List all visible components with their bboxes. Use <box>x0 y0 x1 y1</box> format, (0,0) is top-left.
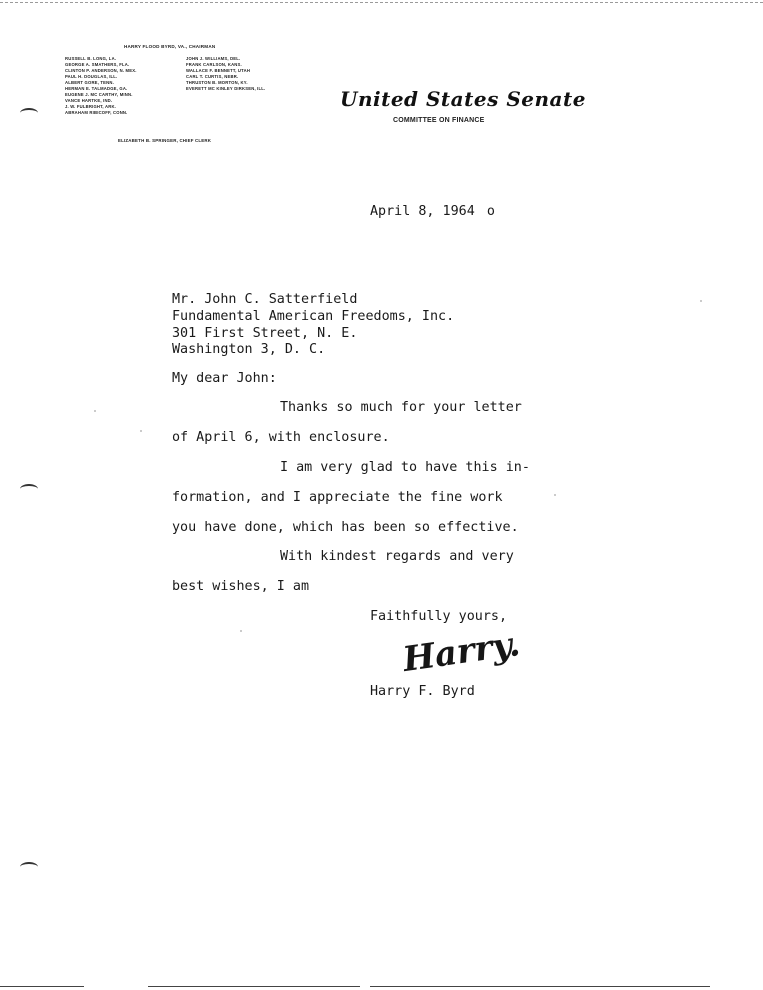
body-line: I am very glad to have this in- <box>280 460 530 475</box>
member-name: FRANK CARLSON, KANS. <box>186 62 242 67</box>
scan-speck <box>700 300 702 302</box>
letterhead-chairman: HARRY FLOOD BYRD, VA., CHAIRMAN <box>124 44 216 49</box>
member-name: GEORGE A. SMATHERS, FLA. <box>65 62 130 67</box>
address-line: Mr. John C. Satterfield <box>172 292 358 307</box>
member-name: WALLACE F. BENNETT, UTAH <box>186 68 251 73</box>
perforation-edge <box>0 2 763 3</box>
letterhead-committee: COMMITTEE ON FINANCE <box>393 117 485 124</box>
scan-speck <box>240 630 242 632</box>
letter-date <box>370 204 495 220</box>
member-name: ABRAHAM RIBICOFF, CONN. <box>65 110 128 115</box>
member-name: CLINTON P. ANDERSON, N. MEX. <box>65 68 137 73</box>
member-name: PAUL H. DOUGLAS, ILL. <box>65 74 118 79</box>
member-name: EVERETT MC KINLEY DIRKSEN, ILL. <box>186 86 266 91</box>
member-name: ALBERT GORE, TENN. <box>65 80 114 85</box>
member-name: THRUSTON B. MORTON, KY. <box>186 80 248 85</box>
body-line: you have done, which has been so effective. <box>172 520 519 535</box>
bottom-edge-line <box>370 986 710 987</box>
body-line: With kindest regards and very <box>280 549 514 564</box>
signer-name: Harry F. Byrd <box>370 684 475 699</box>
closing: Faithfully yours, <box>370 609 508 624</box>
member-name: RUSSELL B. LONG, LA. <box>65 56 117 61</box>
scan-speck <box>94 410 96 412</box>
letterhead-senate-title: United States Senate <box>340 87 586 111</box>
letterhead-chief-clerk: ELIZABETH B. SPRINGER, CHIEF CLERK <box>118 138 212 143</box>
body-line: formation, and I appreciate the fine work <box>172 490 503 505</box>
date-text: April 8, 1964 <box>370 204 475 219</box>
punch-hole-mark <box>20 862 38 872</box>
punch-hole-mark <box>20 108 38 118</box>
address-line: 301 First Street, N. E. <box>172 326 358 341</box>
address-line: Washington 3, D. C. <box>172 342 326 357</box>
member-name: HERMAN E. TALMADGE, GA. <box>65 86 128 91</box>
date-mark: o <box>486 204 495 219</box>
member-name: J. W. FULBRIGHT, ARK. <box>65 104 117 109</box>
address-line: Fundamental American Freedoms, Inc. <box>172 309 455 324</box>
member-name: EUGENE J. MC CARTHY, MINN. <box>65 92 133 97</box>
salutation: My dear John: <box>172 371 277 386</box>
member-name: VANCE HARTKE, IND. <box>65 98 113 103</box>
bottom-edge-line <box>0 986 84 987</box>
letterhead-members-right <box>186 56 265 92</box>
scan-speck <box>140 430 142 432</box>
bottom-edge-line <box>148 986 360 987</box>
body-line: of April 6, with enclosure. <box>172 430 390 445</box>
scan-speck <box>554 494 556 496</box>
handwritten-signature: Harry. <box>400 624 523 680</box>
punch-hole-mark <box>20 484 38 494</box>
body-line: best wishes, I am <box>172 579 310 594</box>
letterhead-members-left <box>65 56 137 116</box>
member-name: CARL T. CURTIS, NEBR. <box>186 74 239 79</box>
member-name: JOHN J. WILLIAMS, DEL. <box>186 56 241 61</box>
body-line: Thanks so much for your letter <box>280 400 522 415</box>
